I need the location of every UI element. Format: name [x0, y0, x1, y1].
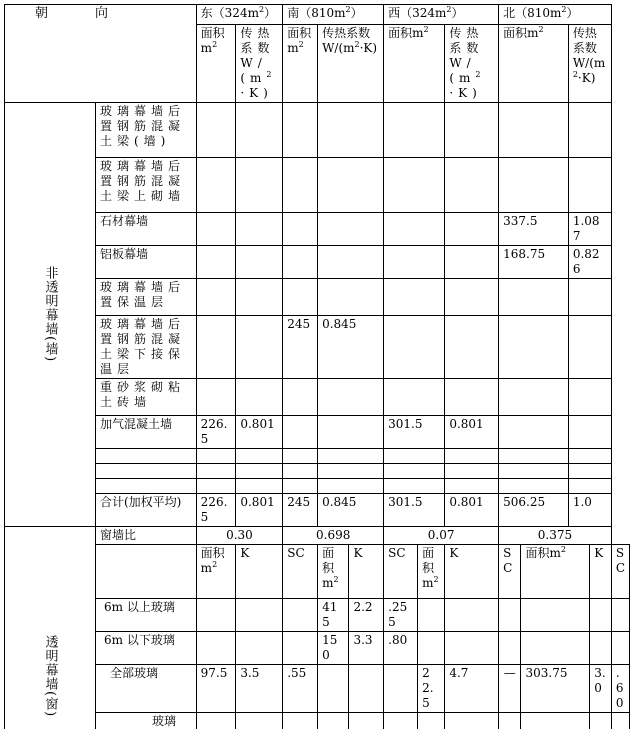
east-area-header: 面积$m^2$	[196, 25, 236, 103]
row-name: 全部玻璃	[96, 665, 197, 713]
empty-row	[5, 464, 630, 479]
row-name: 重砂浆砌粘土砖墙	[96, 379, 197, 416]
table-row	[5, 713, 630, 729]
east-header: 东$(324m^2)$	[196, 5, 283, 25]
table-row	[5, 103, 630, 158]
orientation-label: 朝 向	[5, 5, 197, 103]
south-header: 南$(810m^2)$	[283, 5, 384, 25]
east-k-header: 传热系数$W/(m^2\cdot K)$	[236, 25, 283, 103]
table-row: 铝板幕墙 168.75 0.826	[5, 246, 630, 279]
heat-transfer-table	[4, 4, 630, 729]
north-k-header: 传热系数$W/(m^2\cdot K)$	[568, 25, 611, 103]
south-k-header: 传热系数$W/(m^2\cdot K)$	[318, 25, 384, 103]
row-name: 玻璃幕墙后置钢筋混凝土梁(墙)	[96, 103, 197, 158]
row-name: 6m 以下玻璃	[96, 632, 197, 665]
table-row	[5, 279, 630, 316]
table-row	[5, 158, 630, 213]
table-row: 全部玻璃 97.5 3.5 .55 22.5 4.7 — 303.75 3.0 .60	[5, 665, 630, 713]
south-area-header: 面积$m^2$	[283, 25, 318, 103]
row-name: 合计(加权平均)	[96, 494, 197, 527]
heat-transfer-table-sheet	[4, 4, 630, 729]
transparent-subheader-row: 面积$m^2$ K SC 面积$m^2$ K SC 面积$m^2$ K SC 面积$m^2$ K SC	[5, 545, 630, 599]
table-row: 玻璃幕墙后置钢筋混凝土梁下接保温层 245 0.845	[5, 316, 630, 379]
row-name: 玻璃	[96, 713, 197, 729]
row-name: 6m 以上玻璃	[96, 599, 197, 632]
row-name: 铝板幕墙	[96, 246, 197, 279]
opaque-total-row: 合计(加权平均) 226.5 0.801 245 0.845 301.5 0.801 506.25 1.0	[5, 494, 630, 527]
empty-row	[5, 449, 630, 464]
west-area-header: 面积$m^2$	[384, 25, 445, 103]
north-area-header: 面积$m^2$	[499, 25, 569, 103]
table-row: 石材幕墙 337.5 1.087	[5, 213, 630, 246]
transparent-section-label: 透明幕墙(窗)	[5, 527, 96, 729]
table-row: 6m 以上玻璃 415 2.2 .255	[5, 599, 630, 632]
opaque-section-label: 非透明幕墙(墙)	[5, 103, 96, 527]
row-name: 加气混凝土墙	[96, 416, 197, 449]
table-row	[5, 379, 630, 416]
table-row: 加气混凝土墙 226.5 0.801 301.5 0.801	[5, 416, 630, 449]
header-row	[5, 5, 630, 25]
row-name: 玻璃幕墙后置保温层	[96, 279, 197, 316]
west-header: 西$(324m^2)$	[384, 5, 499, 25]
row-name: 玻璃幕墙后置钢筋混凝土梁下接保温层	[96, 316, 197, 379]
table-row: 6m 以下玻璃 150 3.3 .80	[5, 632, 630, 665]
west-k-header: 传热系数$W/(m^2\cdot K)$	[445, 25, 499, 103]
row-name: 玻璃幕墙后置钢筋混凝土梁上砌墙	[96, 158, 197, 213]
row-name: 石材幕墙	[96, 213, 197, 246]
window-wall-ratio-row: 透明幕墙(窗) 窗墙比 0.30 0.698 0.07 0.375	[5, 527, 630, 545]
ratio-label: 窗墙比	[96, 527, 197, 545]
north-header: 北$(810m^2)$	[499, 5, 612, 25]
empty-row	[5, 479, 630, 494]
